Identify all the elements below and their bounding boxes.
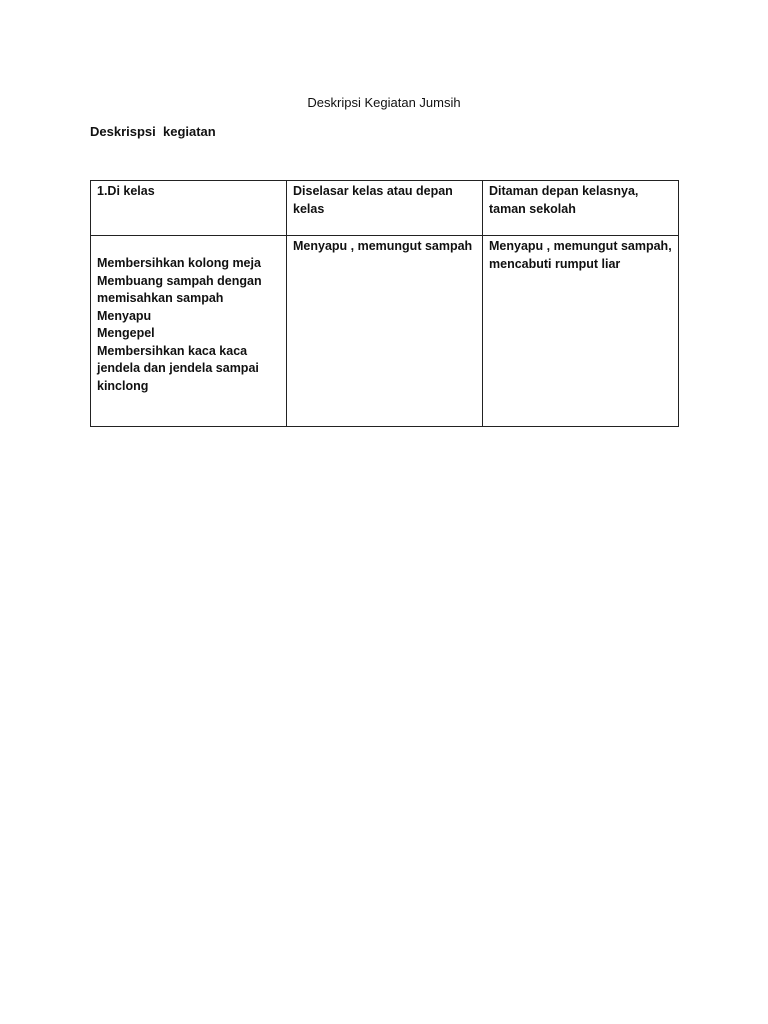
cell-taman-activities: Menyapu , memungut sampah, mencabuti rumput liar: [483, 236, 679, 427]
header-cell-selasar: Diselasar kelas atau depan kelas: [287, 181, 483, 236]
section-label: Deskrispsi kegiatan: [90, 124, 216, 139]
list-item: Membuang sampah dengan memisahkan sampah: [97, 273, 262, 305]
cell-kelas-activities: [91, 236, 287, 427]
list-item: Menyapu: [97, 308, 152, 323]
cell-spacer: [97, 238, 280, 255]
table-row: [91, 236, 679, 427]
document-title: Deskripsi Kegiatan Jumsih: [307, 95, 461, 110]
activities-table: [90, 180, 679, 427]
list-item: Mengepel: [97, 326, 155, 340]
list-item: Membersihkan kaca kaca jendela dan jendela sampai kinclong: [97, 343, 259, 393]
list-item: Membersihkan kolong meja: [97, 256, 261, 270]
cell-selasar-activities: Menyapu , memungut sampah: [287, 236, 483, 427]
header-cell-taman: Ditaman depan kelasnya, taman sekolah: [483, 181, 679, 236]
table-header-row: [91, 181, 679, 236]
header-cell-di-kelas: 1.Di kelas: [91, 181, 287, 236]
